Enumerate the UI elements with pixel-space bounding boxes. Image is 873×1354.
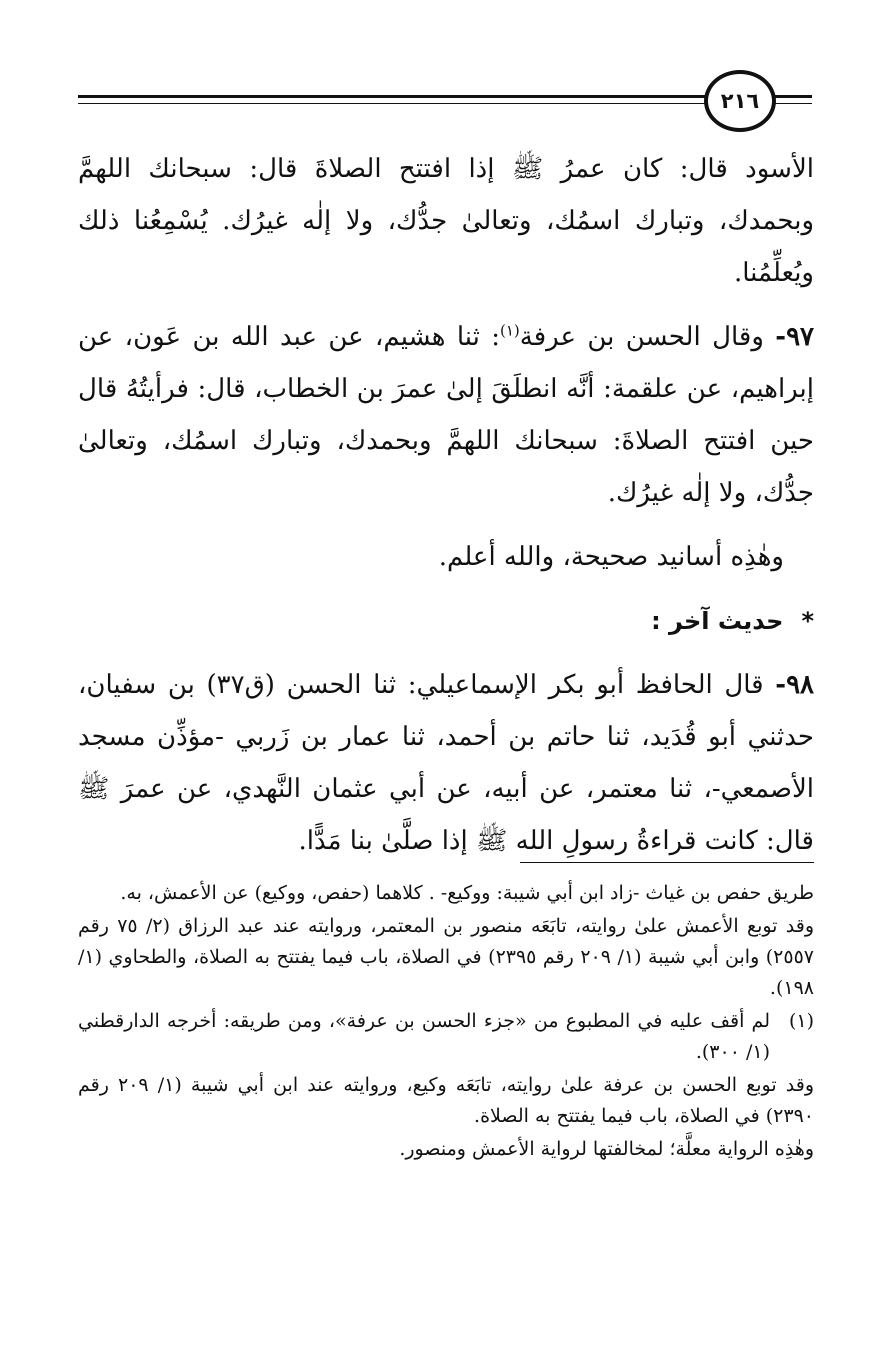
footnotes xyxy=(78,878,814,1167)
footnote-text: لم أقف عليه في المطبوع من «جزء الحسن بن عرفة»، ومن طريقه: أخرجه الدارقطني (١/ ٣٠٠). xyxy=(78,1010,770,1063)
hadith-number: ٩٧- xyxy=(775,322,815,352)
header-rule-thin xyxy=(78,103,708,104)
hadith-text: قال الحافظ أبو بكر الإسماعيلي: ثنا الحسن (ق٣٧) بن سفيان، حدثني أبو قُدَيد، ثنا حاتم بن أحمد، ثنا عمار بن زَربي -مؤذِّن مسجد الأصمعي-، ثنا معتمر، عن أبيه، عن أبي عثمان النَّهدي، عن عمرَ ﷺ قال: كانت قراءةُ رسولِ الله ﷺ إذا صلَّىٰ بنا مَدًّا. xyxy=(78,670,814,856)
footnote-ref[interactable]: (١) xyxy=(500,321,520,340)
paragraph-continuation: الأسود قال: كان عمرُ ﷺ إذا افتتح الصلاةَ قال: سبحانك اللهمَّ وبحمدك، وتبارك اسمُك، وتعالىٰ جدُّك، ولا إلٰه غيرُك. يُسْمِعُنا ذلك ويُعلِّمُنا. xyxy=(78,154,814,288)
hadith-98 xyxy=(78,659,814,867)
footnote-1 xyxy=(78,1006,814,1068)
header-rule xyxy=(78,95,708,98)
footnote-continuation: وقد توبع الحسن بن عرفة علىٰ روايته، تابَعَه وكيع، وروايته عند ابن أبي شيبة (١/ ٢٠٩ رقم ٢٣٩٠) في الصلاة، باب فيما يفتتح به الصلاة. xyxy=(78,1074,814,1127)
page-header xyxy=(78,70,812,134)
footnote-continuation: وقد توبع الأعمش علىٰ روايته، تابَعَه منصور بن المعتمر، وروايته عند عبد الرزاق (٢/ ٧٥ رقم ٢٥٥٧) وابن أبي شيبة (١/ ٢٠٩ رقم ٢٣٩٥) في الصلاة، باب فيما يفتتح به الصلاة، والطحاوي (١/ ١٩٨). xyxy=(78,915,815,999)
footnote-divider xyxy=(520,862,814,863)
hadith-text: وقال الحسن بن عرفة xyxy=(519,322,764,352)
section-heading xyxy=(78,595,814,647)
footnote-continuation: وهٰذِه الرواية معلَّة؛ لمخالفتها لرواية الأعمش ومنصور. xyxy=(399,1138,814,1160)
page-number: ٢١٦ xyxy=(704,70,776,132)
footnote-continuation: طريق حفص بن غياث -زاد ابن أبي شيبة: ووكيع- . كلاهما (حفص، ووكيع) عن الأعمش، به. xyxy=(120,882,814,904)
hadith-text: : ثنا هشيم، عن عبد الله بن عَون، عن إبراهيم، عن علقمة: أنَّه انطلَقَ إلىٰ عمرَ بن الخطاب، قال: فرأيتُهُ قال حين افتتح الصلاةَ: سبحانك اللهمَّ وبحمدك، وتبارك اسمُك، وتعالىٰ جدُّك، ولا إلٰه غيرُك. xyxy=(78,322,814,508)
footnote-mark: (١) xyxy=(788,1010,814,1032)
hadith-97 xyxy=(78,311,814,519)
closing-remark: وهٰذِه أسانيد صحيحة، والله أعلم. xyxy=(438,542,784,572)
section-heading-text: حديث آخر : xyxy=(651,607,784,635)
star-icon: * xyxy=(801,607,814,635)
hadith-number: ٩٨- xyxy=(775,670,814,700)
main-text xyxy=(78,143,814,879)
